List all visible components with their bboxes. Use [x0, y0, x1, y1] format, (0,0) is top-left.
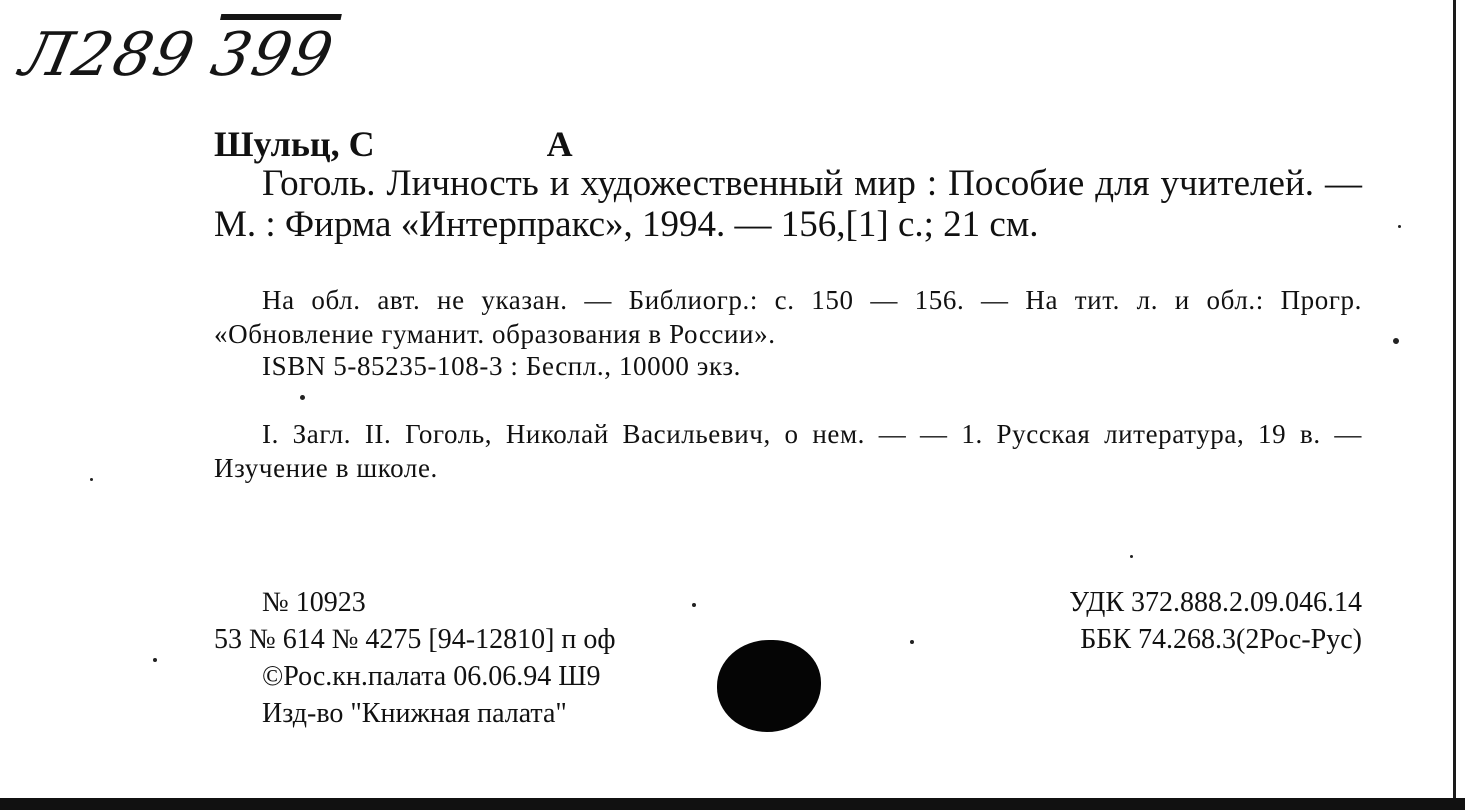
notes-text: На обл. авт. не указан. — Библиогр.: с. 150 — 156. — На тит. л. и обл.: Прогр. «Обновление гуманит. образования в России». [214, 285, 1362, 349]
speck [90, 478, 93, 481]
order-line: № 614 № 4275 [94-12810] п оф [249, 624, 616, 655]
footer-left [214, 584, 616, 732]
speck [1393, 338, 1399, 344]
speck [910, 640, 914, 644]
bbk-code: ББК 74.268.3(2Рос-Рус) [1080, 624, 1362, 655]
tracings-text: I. Загл. II. Гоголь, Николай Васильевич, о нем. — — 1. Русская литература, 19 в. — Изучение в школе. [214, 419, 1362, 483]
copyright-line: ©Рос.кн.палата 06.06.94 Ш9 [262, 661, 601, 692]
publisher-line: Изд-во "Книжная палата" [262, 698, 567, 729]
card-number: № 10923 [262, 587, 366, 618]
card-prefix: 53 [214, 624, 242, 655]
card-bottom-border [0, 798, 1465, 810]
speck [1398, 225, 1401, 228]
title-statement [214, 163, 1362, 245]
handwritten-number-second: 399 [205, 20, 341, 90]
author-heading [214, 123, 573, 165]
udk-code: УДК 372.888.2.09.046.14 [1069, 587, 1362, 618]
title-text: Гоголь. Личность и художественный мир : Пособие для учителей. — М. : Фирма «Интерпракс», 1994. — 156,[1] с.; 21 см. [214, 163, 1362, 245]
handwritten-number-first: Л289 [14, 20, 203, 90]
speck [300, 395, 305, 400]
speck [153, 658, 157, 662]
notes-paragraph [214, 283, 1362, 351]
speck [1130, 555, 1133, 558]
isbn-line: ISBN 5-85235-108-3 : Беспл., 10000 экз. [262, 351, 741, 381]
ink-blot [717, 640, 821, 732]
footer-right [1000, 584, 1362, 658]
author-name: Шульц, С [214, 124, 375, 164]
handwritten-call-number [15, 20, 341, 90]
author-initial: А [546, 124, 573, 164]
speck [692, 603, 696, 607]
card-right-border [1453, 0, 1456, 800]
tracings-paragraph [214, 417, 1362, 485]
